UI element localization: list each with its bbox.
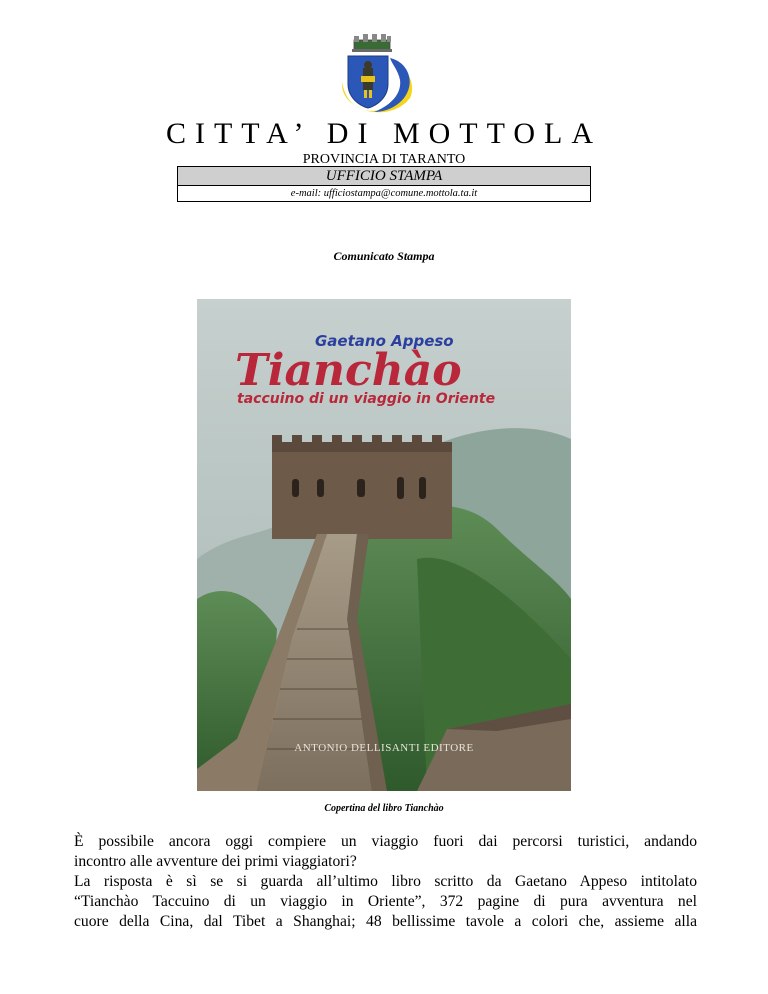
body-line: È possibile ancora oggi compiere un viaggio fuori dai percorsi turistici, andando <box>74 833 697 850</box>
document-type: Comunicato Stampa <box>333 249 435 263</box>
city-crest-icon <box>330 32 416 122</box>
cover-subtitle: taccuino di un viaggio in Oriente <box>237 391 496 407</box>
body-line: incontro alle avventure dei primi viaggiatori? <box>74 853 357 870</box>
cover-caption: Copertina del libro Tianchào <box>324 803 444 814</box>
body-line: La risposta è sì se si guarda all’ultimo libro scritto da Gaetano Appeso intitolato <box>74 873 697 890</box>
cover-title: Tianchào <box>235 345 462 396</box>
province-label: PROVINCIA DI TARANTO <box>302 152 466 167</box>
body-line: cuore della Cina, dal Tibet a Shanghai; 48 bellissime tavole a colori che, assieme alla <box>74 913 697 930</box>
body-text <box>74 832 697 932</box>
cover-author: Gaetano Appeso <box>315 332 454 350</box>
office-box <box>177 166 591 202</box>
book-cover <box>197 299 571 791</box>
body-line: “Tianchào Taccuino di un viaggio in Oriente”, 372 pagine di pura avventura nel <box>74 893 697 910</box>
office-title: UFFICIO STAMPA <box>178 167 590 186</box>
cover-publisher: ANTONIO DELLISANTI EDITORE <box>294 742 474 754</box>
office-email: e-mail: ufficiostampa@comune.mottola.ta.it <box>290 188 478 199</box>
city-title: CITTA’ DI MOTTOLA <box>165 117 603 150</box>
